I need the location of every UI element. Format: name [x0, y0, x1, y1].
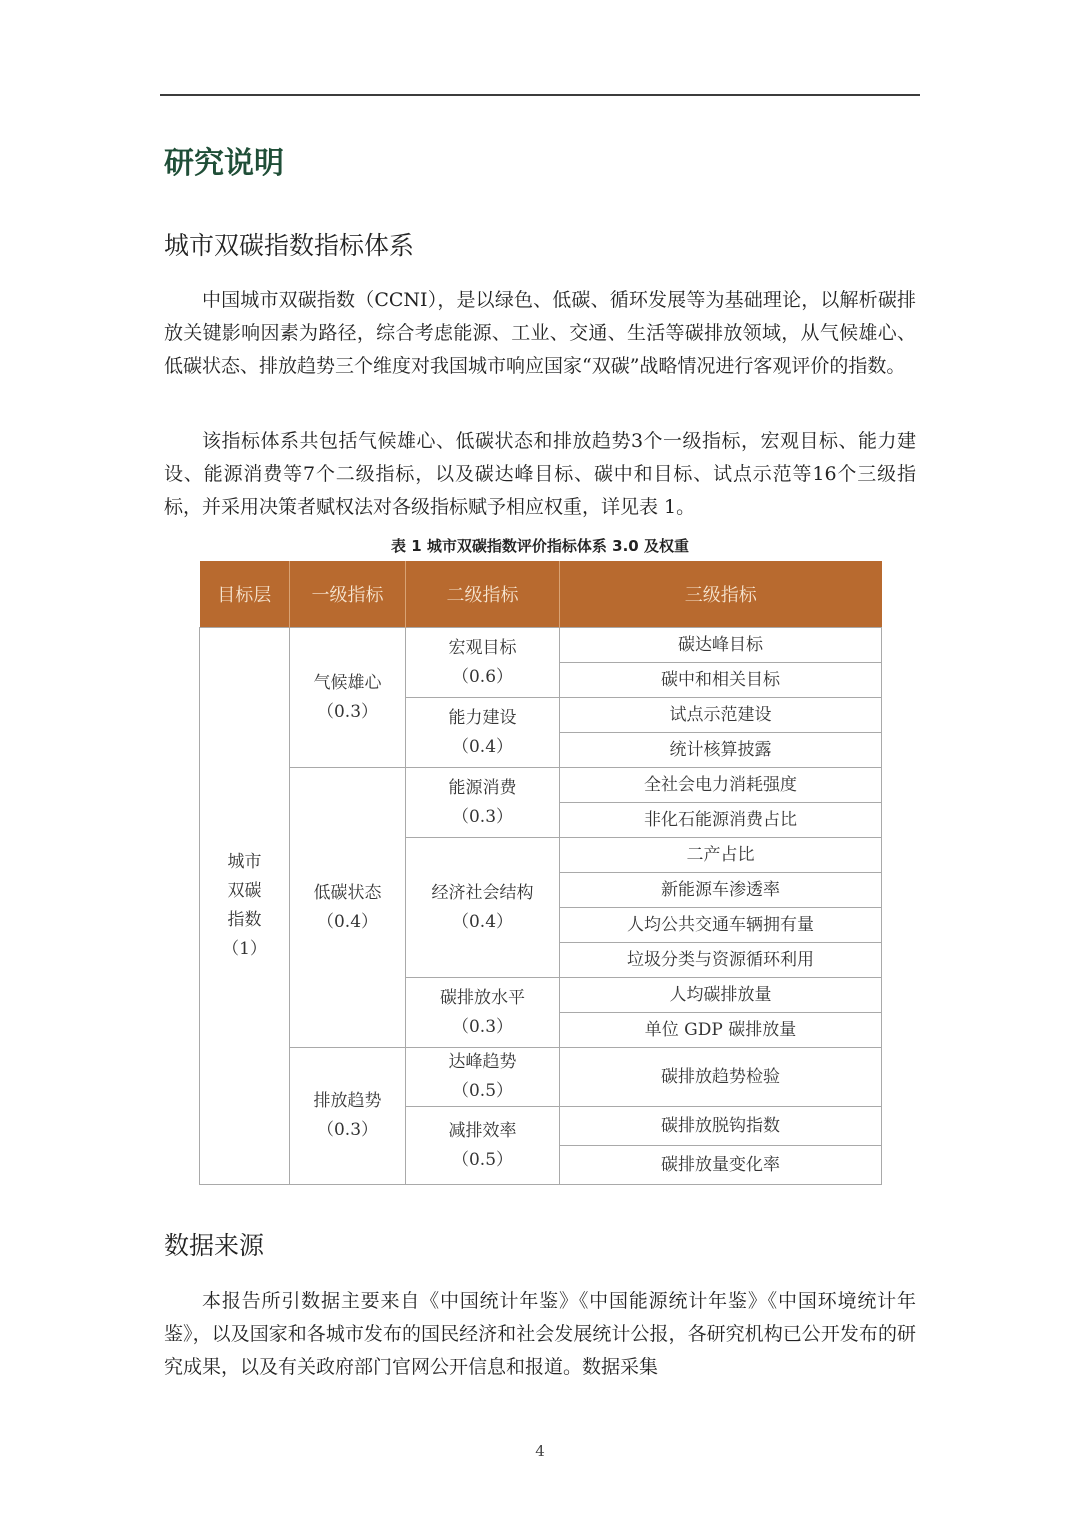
- level3-item: 碳排放量变化率: [560, 1146, 882, 1185]
- level3-item: 碳中和相关目标: [560, 663, 882, 698]
- table-caption: 表 1 城市双碳指数评价指标体系 3.0 及权重: [391, 537, 689, 555]
- table-header-row: [200, 561, 882, 628]
- level1-climate-ambition: 气候雄心 （0.3）: [290, 628, 406, 768]
- level3-item: 二产占比: [560, 838, 882, 873]
- target-layer-cell: 城市 双碳 指数 （1）: [200, 628, 290, 1185]
- level3-item: 垃圾分类与资源循环利用: [560, 943, 882, 978]
- level2-energy-consumption: 能源消费 （0.3）: [406, 768, 560, 838]
- header-level1: 一级指标: [290, 561, 406, 628]
- paragraph-indicator-structure: 该指标体系共包括气候雄心、低碳状态和排放趋势3个一级指标，宏观目标、能力建设、能源消费等7个二级指标，以及碳达峰目标、碳中和目标、试点示范等16个三级指标，并采用决策者赋权法对各级指标赋予相应权重，详见表 1。: [164, 430, 916, 518]
- header-rule: [160, 94, 920, 96]
- level3-item: 碳达峰目标: [560, 628, 882, 663]
- level2-macro-target: 宏观目标 （0.6）: [406, 628, 560, 698]
- level2-reduction-efficiency: 减排效率 （0.5）: [406, 1107, 560, 1185]
- level2-economic-social-structure: 经济社会结构 （0.4）: [406, 838, 560, 978]
- level3-item: 单位 GDP 碳排放量: [560, 1013, 882, 1048]
- header-level2: 二级指标: [406, 561, 560, 628]
- level2-emission-level: 碳排放水平 （0.3）: [406, 978, 560, 1048]
- level3-item: 全社会电力消耗强度: [560, 768, 882, 803]
- level2-peak-trend: 达峰趋势 （0.5）: [406, 1048, 560, 1107]
- level3-item: 统计核算披露: [560, 733, 882, 768]
- level2-capacity-building: 能力建设 （0.4）: [406, 698, 560, 768]
- page-number: 4: [535, 1442, 545, 1460]
- level1-low-carbon-status: 低碳状态 （0.4）: [290, 768, 406, 1048]
- level3-item: 新能源车渗透率: [560, 873, 882, 908]
- indicator-table: [199, 561, 882, 1185]
- paragraph-data-sources: 本报告所引数据主要来自《中国统计年鉴》《中国能源统计年鉴》《中国环境统计年鉴》，以及国家和各城市发布的国民经济和社会发展统计公报，各研究机构已公开发布的研究成果，以及有关政府部门官网公开信息和报道。数据采集: [164, 1290, 916, 1378]
- level3-item: 试点示范建设: [560, 698, 882, 733]
- level3-item: 人均公共交通车辆拥有量: [560, 908, 882, 943]
- header-target-layer: 目标层: [200, 561, 290, 628]
- level1-emission-trend: 排放趋势 （0.3）: [290, 1048, 406, 1185]
- header-level3: 三级指标: [560, 561, 882, 628]
- paragraph-ccni-intro: 中国城市双碳指数（CCNI），是以绿色、低碳、循环发展等为基础理论，以解析碳排放关键影响因素为路径，综合考虑能源、工业、交通、生活等碳排放领域，从气候雄心、低碳状态、排放趋势三个维度对我国城市响应国家“双碳”战略情况进行客观评价的指数。: [164, 289, 916, 377]
- section-heading-data-sources: 数据来源: [164, 1231, 265, 1260]
- target-weight: （1）: [222, 939, 267, 959]
- section-heading-index-system: 城市双碳指数指标体系: [164, 231, 415, 260]
- level3-item: 人均碳排放量: [560, 978, 882, 1013]
- page-title: 研究说明: [164, 146, 284, 181]
- level3-item: 碳排放趋势检验: [560, 1048, 882, 1107]
- level3-item: 非化石能源消费占比: [560, 803, 882, 838]
- level3-item: 碳排放脱钩指数: [560, 1107, 882, 1146]
